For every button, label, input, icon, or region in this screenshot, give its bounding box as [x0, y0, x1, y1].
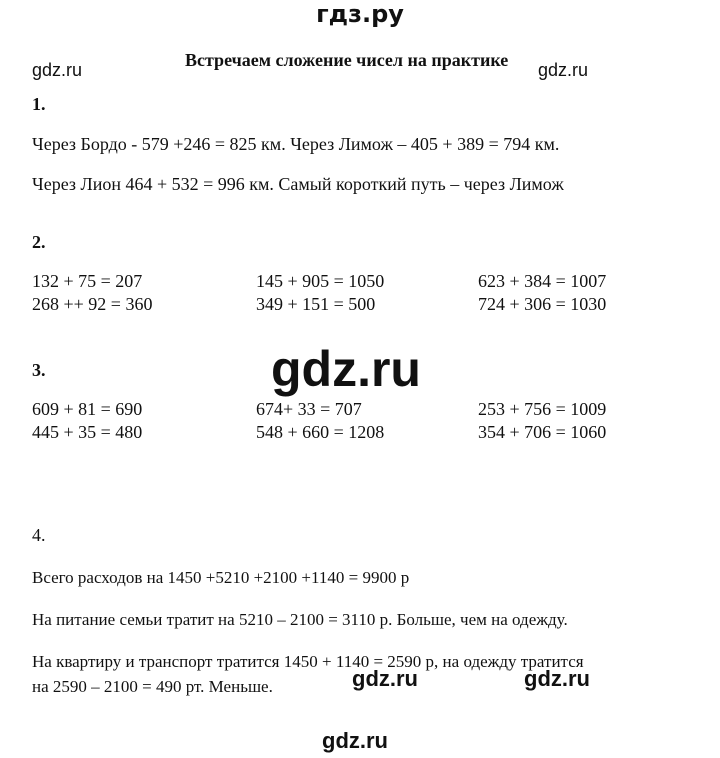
- watermark-top-right: gdz.ru: [538, 60, 589, 80]
- task3-cell: 674+ 33 = 707: [256, 399, 362, 419]
- task2-cell: 132 + 75 = 207: [32, 271, 143, 291]
- watermark-top-left: gdz.ru: [32, 60, 83, 80]
- task3-cell: 253 + 756 = 1009: [478, 399, 607, 419]
- site-header: гдз.ру: [316, 0, 404, 28]
- task2-cell: 268 ++ 92 = 360: [32, 294, 153, 314]
- task4-line-1: Всего расходов на 1450 +5210 +2100 +1140 = 9900 р: [32, 568, 410, 587]
- watermark-footer: gdz.ru: [322, 728, 388, 753]
- watermark-bottom-right: gdz.ru: [524, 666, 590, 691]
- watermark-center: gdz.ru: [271, 341, 421, 397]
- task3-cell: 609 + 81 = 690: [32, 399, 143, 419]
- task2-cell: 724 + 306 = 1030: [478, 294, 607, 314]
- task2-number: 2.: [32, 232, 46, 252]
- task4-number: 4.: [32, 525, 46, 545]
- task2-cell: 623 + 384 = 1007: [478, 271, 607, 291]
- task2-cell: 145 + 905 = 1050: [256, 271, 385, 291]
- task2-cell: 349 + 151 = 500: [256, 294, 376, 314]
- task1-line-2: Через Лион 464 + 532 = 996 км. Самый короткий путь – через Лимож: [32, 174, 564, 194]
- task3-number: 3.: [32, 360, 46, 380]
- watermark-bottom-left: gdz.ru: [352, 666, 418, 691]
- task3-cell: 445 + 35 = 480: [32, 422, 143, 442]
- task1-line-1: Через Бордо - 579 +246 = 825 км. Через Лимож – 405 + 389 = 794 км.: [32, 134, 560, 154]
- task4-line-2: На питание семьи тратит на 5210 – 2100 = 3110 р. Больше, чем на одежду.: [32, 610, 568, 629]
- task1-number: 1.: [32, 94, 46, 114]
- task3-cell: 548 + 660 = 1208: [256, 422, 385, 442]
- page-title: Встречаем сложение чисел на практике: [185, 50, 509, 70]
- task4-line-3: На квартиру и транспорт тратится 1450 + 1140 = 2590 р, на одежду тратится: [32, 652, 584, 671]
- task3-cell: 354 + 706 = 1060: [478, 422, 607, 442]
- task4-line-4: на 2590 – 2100 = 490 рт. Меньше.: [32, 677, 273, 696]
